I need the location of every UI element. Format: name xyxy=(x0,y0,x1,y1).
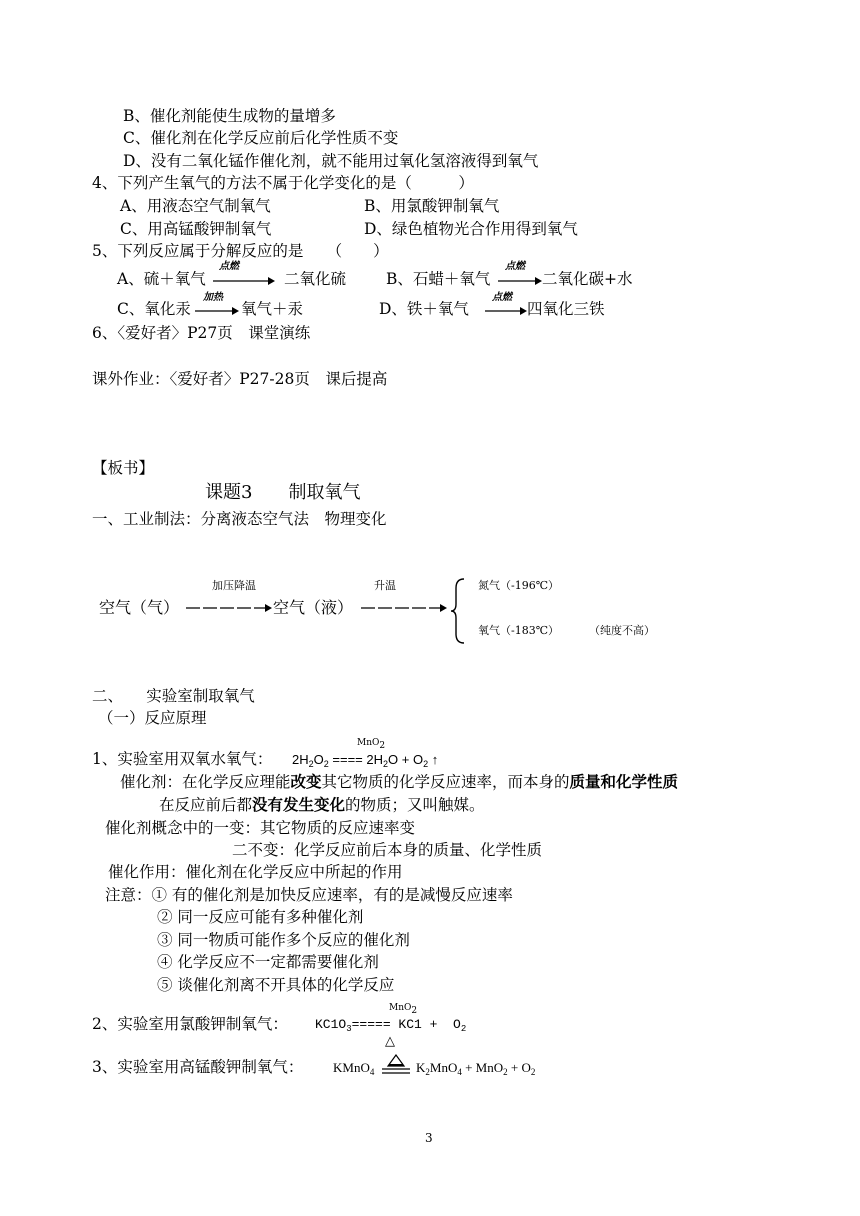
flow-brace xyxy=(450,578,466,644)
q4-option-b: B、用氯酸钾制氧气 xyxy=(364,197,500,215)
flow-purity: （纯度不高） xyxy=(589,624,655,637)
q3-option-b: B、催化剂能使生成物的量增多 xyxy=(123,107,336,125)
board-title: 课题3 制取氧气 xyxy=(205,482,361,503)
note-2: ② 同一反应可能有多种催化剂 xyxy=(157,908,364,926)
flow-condition-2: 升温 xyxy=(374,579,396,592)
reaction-3-reactant: KMnO$_4$ xyxy=(333,1060,375,1077)
reaction-3-heat-equals xyxy=(381,1054,411,1076)
q5-question: 5、下列反应属于分解反应的是 （ ） xyxy=(92,242,389,260)
reaction-1-label: 1、实验室用双氧水氧气： xyxy=(92,750,273,768)
section-2-heading: 二、 实验室制取氧气 xyxy=(92,687,255,705)
q5-option-a-condition: 点燃 xyxy=(219,261,239,272)
q6-question: 6、〈爱好者〉P27页 课堂演练 xyxy=(92,324,311,342)
flow-arrow-1 xyxy=(186,603,272,613)
board-header: 【板书】 xyxy=(92,459,155,477)
flow-nitrogen: 氮气（-196℃） xyxy=(478,579,560,592)
one-change-line: 催化剂概念中的一变：其它物质的反应速率变 xyxy=(105,819,416,837)
section-1-heading: 一、工业制法：分离液态空气法 物理变化 xyxy=(92,510,387,528)
q4-option-a: A、用液态空气制氧气 xyxy=(120,197,271,215)
q4-option-c: C、用高锰酸钾制氧气 xyxy=(120,220,272,238)
reaction-3-label: 3、实验室用高锰酸钾制氧气： xyxy=(92,1058,304,1076)
catalyst-definition-line-1: 催化剂：在化学反应理能改变其它物质的化学反应速率，而本身的质量和化学性质 xyxy=(120,772,679,791)
q5-option-d-condition: 点燃 xyxy=(492,292,512,303)
reaction-2-heat-symbol: △ xyxy=(385,1034,395,1049)
q5-option-d-right: 四氧化三铁 xyxy=(527,300,605,318)
q5-option-b-arrow xyxy=(498,277,542,285)
homework-line: 课外作业：〈爱好者〉P27-28页 课后提高 xyxy=(92,370,388,388)
flow-air-gas: 空气（气） xyxy=(99,598,180,617)
catalysis-definition: 催化作用：催化剂在化学反应中所起的作用 xyxy=(108,863,403,881)
catalyst-definition-line-2: 在反应前后都没有发生变化的物质；又叫触媒。 xyxy=(159,795,485,814)
q5-option-d-left: D、铁＋氧气 xyxy=(379,300,469,318)
page-number: 3 xyxy=(425,1131,433,1145)
note-3: ③ 同一物质可能作多个反应的催化剂 xyxy=(157,931,410,949)
q5-option-b-left: B、石蜡＋氧气 xyxy=(386,270,491,288)
q5-option-a-right: 二氧化硫 xyxy=(284,270,347,288)
reaction-3-products: $K_2MnO_4 + MnO_2 + O_2$ xyxy=(416,1060,536,1077)
reaction-1-catalyst: MnO$_2$ xyxy=(357,738,386,751)
q5-option-a-left: A、硫＋氧气 xyxy=(117,270,206,288)
q5-option-c-left: C、氧化汞 xyxy=(117,300,191,318)
q5-option-a-arrow xyxy=(213,277,275,285)
note-5: ⑤ 谈催化剂离不开具体的化学反应 xyxy=(157,976,395,994)
note-4: ④ 化学反应不一定都需要催化剂 xyxy=(157,953,379,971)
q4-question: 4、下列产生氧气的方法不属于化学变化的是（ ） xyxy=(92,174,474,192)
q5-option-b-condition: 点燃 xyxy=(505,261,525,272)
two-no-change-line: 二不变：化学反应前后本身的质量、化学性质 xyxy=(232,841,543,859)
q5-option-c-right: 氧气＋汞 xyxy=(241,300,304,318)
flow-air-liquid: 空气（液） xyxy=(273,598,354,617)
note-1: 注意：① 有的催化剂是加快反应速率，有的是减慢反应速率 xyxy=(105,886,513,904)
q5-option-c-condition: 加热 xyxy=(203,292,223,303)
q3-option-c: C、催化剂在化学反应前后化学性质不变 xyxy=(123,129,399,147)
section-2-1-heading: （一）反应原理 xyxy=(98,709,207,727)
q5-option-d-arrow xyxy=(485,307,527,315)
reaction-1-equation: $2H_2O_2$ ==== $2H_2O + O_2$ ↑ xyxy=(292,752,439,769)
q5-option-c-arrow xyxy=(195,307,239,315)
reaction-2-label: 2、实验室用氯酸钾制氧气： xyxy=(92,1015,288,1033)
flow-arrow-2 xyxy=(361,603,447,613)
q4-option-d: D、绿色植物光合作用得到氧气 xyxy=(364,220,578,238)
q3-option-d: D、没有二氧化锰作催化剂，就不能用过氧化氢溶液得到氧气 xyxy=(123,152,539,170)
reaction-2-catalyst: MnO$_2$ xyxy=(389,1003,418,1016)
reaction-2-equation: $KC1O_3===== KC1 + O_2$ xyxy=(315,1017,467,1034)
q5-option-b-right: 二氧化碳+水 xyxy=(542,270,633,288)
flow-oxygen: 氧气（-183℃） xyxy=(478,624,560,637)
flow-condition-1: 加压降温 xyxy=(212,579,256,592)
